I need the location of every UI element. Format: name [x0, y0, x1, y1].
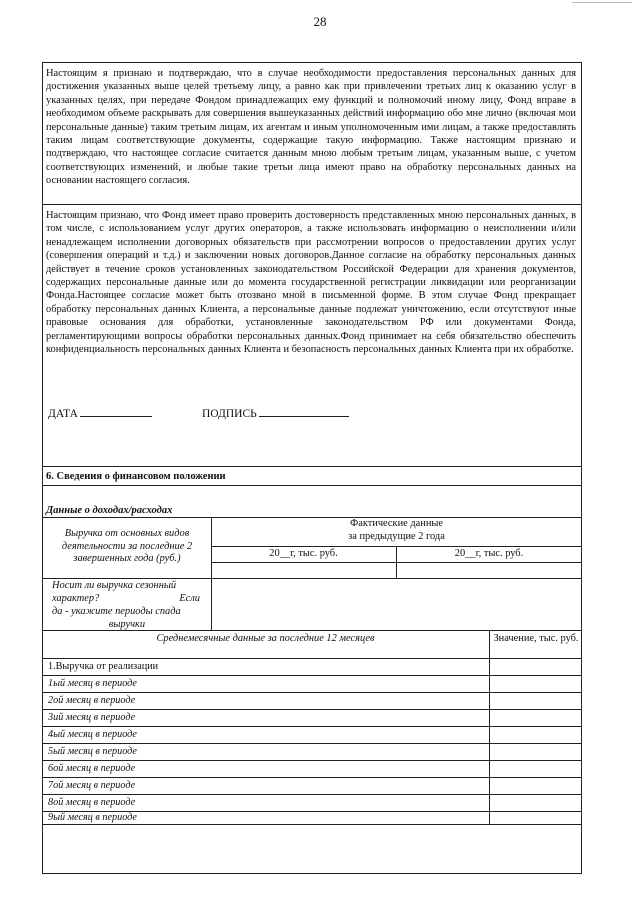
row-label-month: 5ый месяц в периоде — [48, 746, 137, 757]
row-label-month: 7ой месяц в периоде — [48, 780, 136, 791]
revenue-year1-value-cell[interactable] — [212, 563, 395, 577]
row-label-month: 9ый месяц в периоде — [48, 812, 137, 823]
signature-line[interactable] — [259, 416, 349, 417]
actual-data-subheader: за предыдущие 2 года — [348, 531, 445, 542]
consent-paragraph-third-parties: Настоящим я признаю и подтверждаю, что в случае необходимости предоставления персональных данных для достижения указанных выше целей третьему лицу, а равно как при привлечении третьих лиц к оказанию услуг в указанных целях, при передаче Фондом принадлежащих ему функций и полномочий иному лицу, Фонд вправе в необходимом объеме раскрывать для совершения вышеуказанных действий информацию обо мне лично (включая мои персональные данные) таким третьим лицам, их агентам и иным уполномоченным ими лицам, а также предоставлять таким лицам соответствующие документы, содержащие такую информацию. Также настоящим признаю и подтверждаю, что настоящее согласие считается данным мною любым третьим лицам, указанным выше, с учетом соответствующих изменений, и любые такие третьи лица имеют право на обработку персональных данных на основании настоящего согласия. — [46, 68, 576, 187]
actual-data-header: Фактические данные — [350, 518, 443, 529]
date-field[interactable] — [48, 408, 152, 420]
value-header: Значение, тыс. руб. — [493, 633, 579, 644]
row-label-month: 6ой месяц в периоде — [48, 763, 136, 774]
date-label: ДАТА — [48, 408, 78, 420]
seasonal-question-line2: характер? — [52, 593, 100, 604]
date-line[interactable] — [80, 416, 152, 417]
monthly-header: Среднемесячные данные за последние 12 месяцев — [156, 633, 375, 644]
consent-paragraph-verification: Настоящим признаю, что Фонд имеет право проверить достоверность представленных мною персональных данных, в том числе, с использованием услуг других операторов, а также использовать информацию о неисполнении и/или ненадлежащем исполнении договорных обязательств при рассмотрении вопросов о предоставлении других услуг (совершения операций и т.д.) и заключении новых договоров.Данное согласие на обработку персональных данных действует в течение сроков установленных законодательством Российской Федерации для хранения документов, содержащих персональные данные или до момента государственной регистрации ликвидации или реорганизации Фонда.Настоящее согласие может быть отозвано мной в письменной форме. В этом случае Фонд прекращает обработку персональных данных Клиента, а персональные данные подлежат уничтожению, если отсутствуют иные правовые основания для обработки, установленные законодательством РФ или документами Фонда, регламентирующими вопросы обработки персональных данных.Фонд принимает на себя обязательство обеспечить конфиденциальность персональных данных Клиента и безопасность персональных данных Клиента при их обработке. — [46, 210, 576, 356]
revenue-label: Выручка от основных видов деятельности за последние 2 завершенных года (руб.) — [61, 528, 193, 565]
year-column-2: 20__г, тыс. руб. — [454, 548, 524, 559]
seasonal-question-line4: выручки — [108, 619, 146, 630]
row-label-month: 1ый месяц в периоде — [48, 678, 137, 689]
seasonal-answer-cell[interactable] — [212, 579, 581, 629]
section-subtitle: Данные о доходах/расходах — [46, 505, 173, 516]
monthly-values-column[interactable] — [490, 659, 581, 823]
signature-label: ПОДПИСЬ — [202, 408, 257, 420]
section-divider-top — [42, 466, 582, 467]
paragraph-divider — [42, 204, 582, 205]
row-label-revenue: 1.Выручка от реализации — [48, 661, 159, 672]
revenue-year2-value-cell[interactable] — [397, 563, 581, 577]
section-divider-bottom — [42, 485, 582, 486]
year-column-1: 20__г, тыс. руб. — [269, 548, 338, 559]
row-label-month: 8ой месяц в периоде — [48, 797, 136, 808]
seasonal-question-if: Если — [179, 593, 200, 604]
table-bottom-border — [42, 824, 582, 825]
page-number: 28 — [313, 14, 327, 29]
section-title: 6. Сведения о финансовом положении — [46, 471, 226, 482]
scan-artifact — [572, 2, 632, 8]
row-label-month: 2ой месяц в периоде — [48, 695, 136, 706]
signature-field[interactable] — [202, 408, 349, 420]
seasonal-question-line3: да - укажите периоды спада — [52, 606, 181, 617]
row-label-month: 4ый месяц в периоде — [48, 729, 137, 740]
seasonal-question-line1: Носит ли выручка сезонный — [52, 580, 177, 591]
row-label-month: 3ий месяц в периоде — [48, 712, 136, 723]
